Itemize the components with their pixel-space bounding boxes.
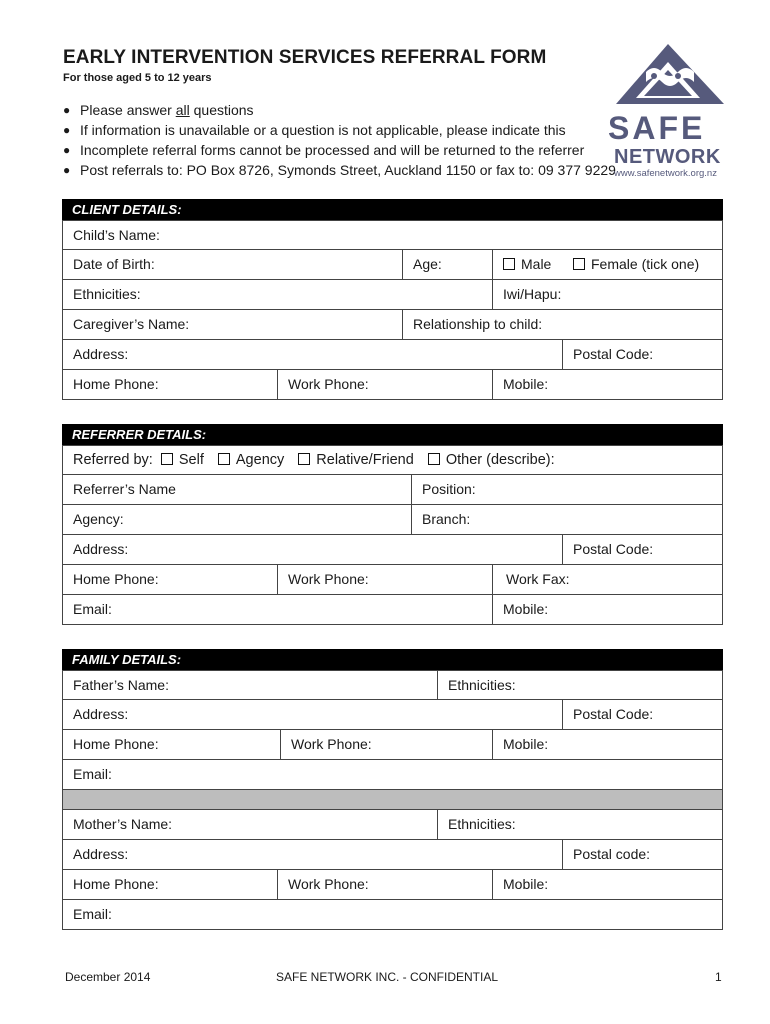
mother-work-phone-field[interactable]: Work Phone: [277, 870, 369, 899]
referrer-home-phone-field[interactable]: Home Phone: [73, 571, 159, 587]
logo-url: www.safenetwork.org.nz [614, 168, 717, 179]
dob-row [62, 250, 723, 280]
instruction-item: ● Incomplete referral forms cannot be processed and will be returned to the referrer [63, 142, 585, 158]
checkbox-icon[interactable] [573, 258, 585, 270]
ethnicities-row [62, 280, 723, 310]
instruction-item: ● Please answer all questions [63, 102, 254, 118]
footer-date: December 2014 [65, 970, 151, 984]
referred-other-checkbox[interactable]: Other (describe): [428, 452, 555, 468]
client-postal-field[interactable]: Postal Code: [562, 340, 653, 369]
childs-name-label: Child’s Name: [73, 227, 160, 243]
mother-email-field[interactable]: Email: [73, 906, 112, 922]
female-checkbox[interactable]: Female (tick one) [563, 250, 699, 279]
mother-postal-field[interactable]: Postal code: [562, 840, 650, 869]
mother-home-phone-field[interactable]: Home Phone: [73, 876, 159, 892]
referrer-phone-row [62, 565, 723, 595]
client-work-phone-field[interactable]: Work Phone: [277, 370, 369, 399]
referrer-email-row [62, 595, 723, 625]
form-title: EARLY INTERVENTION SERVICES REFERRAL FORM [63, 47, 547, 68]
father-email-field[interactable]: Email: [73, 766, 112, 782]
iwi-field[interactable]: Iwi/Hapu: [492, 280, 561, 309]
referrer-branch-field[interactable]: Branch: [411, 505, 470, 534]
client-details-section [62, 199, 723, 400]
instructions-list [58, 100, 616, 180]
referrer-mobile-field[interactable]: Mobile: [492, 595, 548, 624]
father-work-phone-field[interactable]: Work Phone: [280, 730, 372, 759]
dob-field[interactable]: Date of Birth: [73, 256, 155, 272]
logo-text-network: NETWORK [614, 146, 721, 168]
family-separator [62, 790, 723, 810]
referrer-position-field[interactable]: Position: [411, 475, 476, 504]
mother-address-field[interactable]: Address: [73, 846, 129, 862]
father-phone-row [62, 730, 723, 760]
mother-name-row [62, 810, 723, 840]
referrer-work-phone-field[interactable]: Work Phone: [277, 565, 369, 594]
referrer-name-field[interactable]: Referrer’s Name [73, 481, 176, 497]
mother-address-row [62, 840, 723, 870]
checkbox-icon[interactable] [218, 453, 230, 465]
client-address-field[interactable]: Address: [73, 346, 129, 362]
referred-by-row [62, 445, 723, 475]
client-phone-row [62, 370, 723, 400]
father-email-row [62, 760, 723, 790]
referred-by-options: Referred by: Self Agency Relative/Friend Other (describe): [73, 452, 555, 468]
mother-name-field[interactable]: Mother’s Name: [73, 816, 173, 832]
checkbox-icon[interactable] [503, 258, 515, 270]
referrer-address-row [62, 535, 723, 565]
father-ethnicities-field[interactable]: Ethnicities: [437, 671, 516, 699]
footer-page-number: 1 [715, 970, 722, 984]
client-address-row [62, 340, 723, 370]
father-name-field[interactable]: Father’s Name: [73, 677, 169, 693]
logo-text-safe: SAFE [608, 110, 706, 146]
father-address-row [62, 700, 723, 730]
childs-name-row[interactable] [62, 220, 723, 250]
referrer-name-row [62, 475, 723, 505]
mother-email-row [62, 900, 723, 930]
instruction-item: ● If information is unavailable or a question is not applicable, please indicate this [63, 122, 566, 138]
father-name-row [62, 670, 723, 700]
father-postal-field[interactable]: Postal Code: [562, 700, 653, 729]
mother-mobile-field[interactable]: Mobile: [492, 870, 548, 899]
father-address-field[interactable]: Address: [73, 706, 129, 722]
father-home-phone-field[interactable]: Home Phone: [73, 736, 159, 752]
form-subtitle: For those aged 5 to 12 years [63, 72, 212, 84]
referrer-address-field[interactable]: Address: [73, 541, 129, 557]
referrer-postal-field[interactable]: Postal Code: [562, 535, 653, 564]
referrer-agency-row [62, 505, 723, 535]
mother-ethnicities-field[interactable]: Ethnicities: [437, 810, 516, 839]
checkbox-icon[interactable] [298, 453, 310, 465]
client-home-phone-field[interactable]: Home Phone: [73, 376, 159, 392]
caregiver-row [62, 310, 723, 340]
mother-phone-row [62, 870, 723, 900]
relationship-field[interactable]: Relationship to child: [402, 310, 542, 339]
referred-agency-checkbox[interactable]: Agency [218, 452, 284, 468]
caregiver-field[interactable]: Caregiver’s Name: [73, 316, 190, 332]
father-mobile-field[interactable]: Mobile: [492, 730, 548, 759]
referrer-email-field[interactable]: Email: [73, 601, 112, 617]
ethnicities-field[interactable]: Ethnicities: [73, 286, 141, 302]
checkbox-icon[interactable] [428, 453, 440, 465]
instruction-item: ● Post referrals to: PO Box 8726, Symonds Street, Auckland 1150 or fax to: 09 377 9229 [63, 162, 616, 178]
family-details-heading: FAMILY DETAILS: [62, 649, 723, 670]
referrer-details-section [62, 424, 723, 625]
checkbox-icon[interactable] [161, 453, 173, 465]
referrer-details-heading: REFERRER DETAILS: [62, 424, 723, 445]
referred-self-checkbox[interactable]: Self [161, 452, 204, 468]
age-field[interactable]: Age: [402, 250, 442, 279]
footer-confidential: SAFE NETWORK INC. - CONFIDENTIAL [276, 970, 499, 984]
client-mobile-field[interactable]: Mobile: [492, 370, 548, 399]
referred-relative-checkbox[interactable]: Relative/Friend [298, 452, 414, 468]
male-checkbox[interactable]: Male [492, 250, 551, 279]
referrer-agency-field[interactable]: Agency: [73, 511, 124, 527]
family-details-section [62, 649, 723, 930]
referrer-work-fax-field[interactable]: Work Fax: [492, 565, 570, 594]
client-details-heading: CLIENT DETAILS: [62, 199, 723, 220]
